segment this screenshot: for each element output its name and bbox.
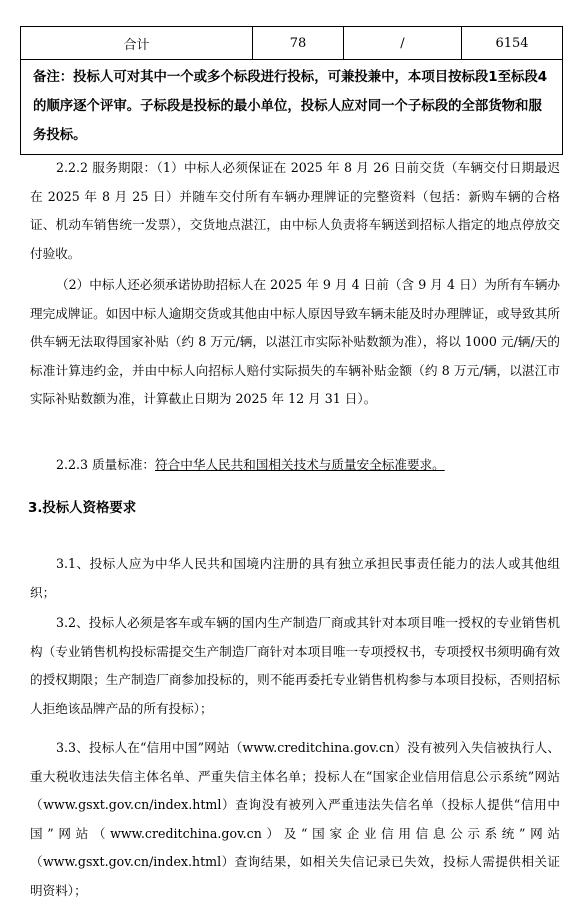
paragraph-qualification-3-1: 3.1、投标人应为中华人民共和国境内注册的具有独立承担民事责任能力的法人或其他组织； <box>30 556 560 600</box>
paragraph-quality-standard <box>30 451 560 480</box>
paragraph-qualification-3-2: 3.2、投标人必须是客车或车辆的国内生产制造厂商或其针对本项目唯一授权的专业销售机构（专业销售机构投标需提交生产制造厂商针对本项目唯一专项授权书，专项授权书须明确有效的授权期限；生产制造厂商参加投标的，则不能再委托专业销售机构参与本项目投标，否则招标人拒绝该品牌产品的所有投标）； <box>30 615 560 716</box>
paragraph-license-commitment: （2）中标人还必须承诺协助招标人在 2025 年 9 月 4 日前（含 9 月 4 日）为所有车辆办理完成牌证。如因中标人逾期交货或其他由中标人原因导致车辆未能及时办理牌证，或导致其所供车辆无法取得国家补贴（约 8 万元/辆，以湛江市实际补贴数额为准），将以 1000 元/辆/天的标准计算违约金，并由中标人向招标人赔付实际损失的车辆补贴金额（约 8 万元/辆，以湛江市实际补贴数额为准，计算截止日期为 2025 年 12 月 31 日）。 <box>30 277 560 407</box>
unit-price-cell: / <box>344 27 462 60</box>
quality-label: 2.2.3 质量标准： <box>56 457 156 472</box>
remark-note: 备注：投标人可对其中一个或多个标段进行投标，可兼投兼中，本项目按标段1至标段4的顺序逐个评审。子标段是投标的最小单位，投标人应对同一个子标段的全部货物和服务投标。 <box>20 59 563 155</box>
total-label-cell: 合计 <box>21 27 253 60</box>
quality-text: 符合中华人民共和国相关技术与质量安全标准要求。 <box>155 457 445 472</box>
summary-table <box>20 26 563 60</box>
amount-cell: 6154 <box>462 27 563 60</box>
table-row <box>21 27 563 60</box>
quantity-cell: 78 <box>253 27 344 60</box>
section-heading: 3.投标人资格要求 <box>28 501 137 516</box>
paragraph-qualification-3-3: 3.3、投标人在“信用中国”网站（www.creditchina.gov.cn）没有被列入失信被执行人、重大税收违法失信主体名单、严重失信主体名单；投标人在“国家企业信用信息公示系统”网站（www.gsxt.gov.cn/index.html）查询没有被列入严重违法失信名单（投标人提供“信用中国”网站（www.creditchina.gov.cn）及“国家企业信用信息公示系统”网站（www.gsxt.gov.cn/index.html）查询结果，如相关失信记录已失效，投标人需提供相关证明资料）； <box>30 740 560 898</box>
paragraph-service-period: 2.2.2 服务期限：（1）中标人必须保证在 2025 年 8 月 26 日前交货（车辆交付日期最迟在 2025 年 8 月 25 日）并随车交付所有车辆办理牌证的完整资料（包括：新购车辆的合格证、机动车销售统一发票），交货地点湛江，由中标人负责将车辆送到招标人指定的地点停放交付验收。 <box>30 160 560 261</box>
